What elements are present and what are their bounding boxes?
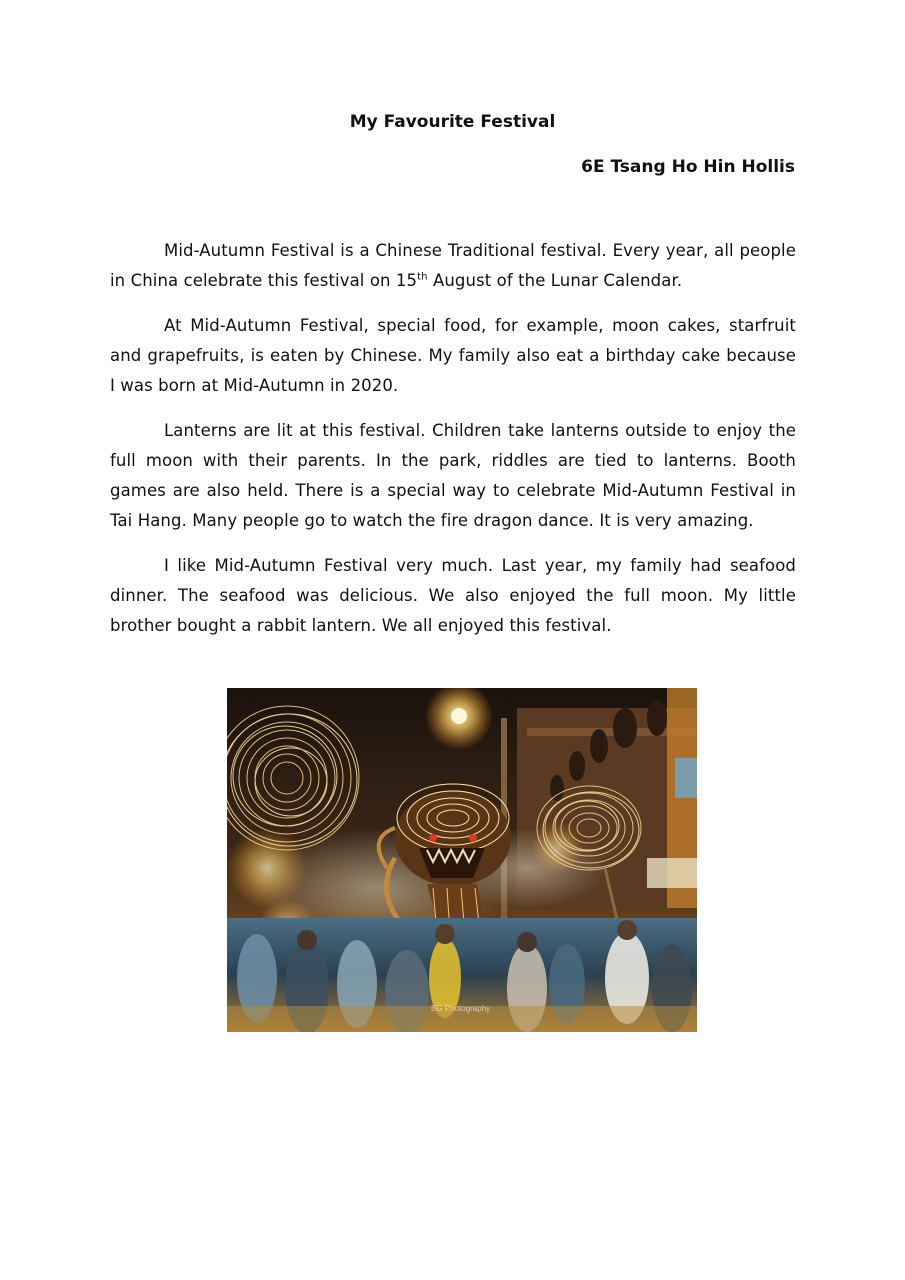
paragraph-4: I like Mid-Autumn Festival very much. Last year, my family had seafood dinner. The seafood was delicious. We also enjoyed the full moon. My little brother bought a rabbit lantern. We all enjoyed this festival. xyxy=(110,556,796,635)
fire-dragon-photo xyxy=(227,688,697,1032)
photo-watermark: BG Photography xyxy=(431,1004,491,1013)
paragraph-2: At Mid-Autumn Festival, special food, for example, moon cakes, starfruit and grapefruits, is eaten by Chinese. My family also eat a birthday cake because I was born at Mid-Autumn in 2020. xyxy=(110,316,796,395)
ordinal-suffix: th xyxy=(417,271,428,283)
paragraph-1 xyxy=(110,236,796,296)
author-name: 6E Tsang Ho Hin Hollis xyxy=(581,157,795,177)
document-title: My Favourite Festival xyxy=(349,112,556,132)
paragraph-3: Lanterns are lit at this festival. Children take lanterns outside to enjoy the full moon with their parents. In the park, riddles are tied to lanterns. Booth games are also held. There is a special way to celebrate Mid-Autumn Festival in Tai Hang. Many people go to watch the fire dragon dance. It is very amazing. xyxy=(110,421,796,530)
paragraph-1-text-end: August of the Lunar Calendar. xyxy=(427,271,683,290)
document-body xyxy=(110,236,796,656)
paragraph-1-text: Mid-Autumn Festival is a Chinese Traditional festival. Every year, all people in China celebrate this festival on 15 xyxy=(110,241,796,290)
